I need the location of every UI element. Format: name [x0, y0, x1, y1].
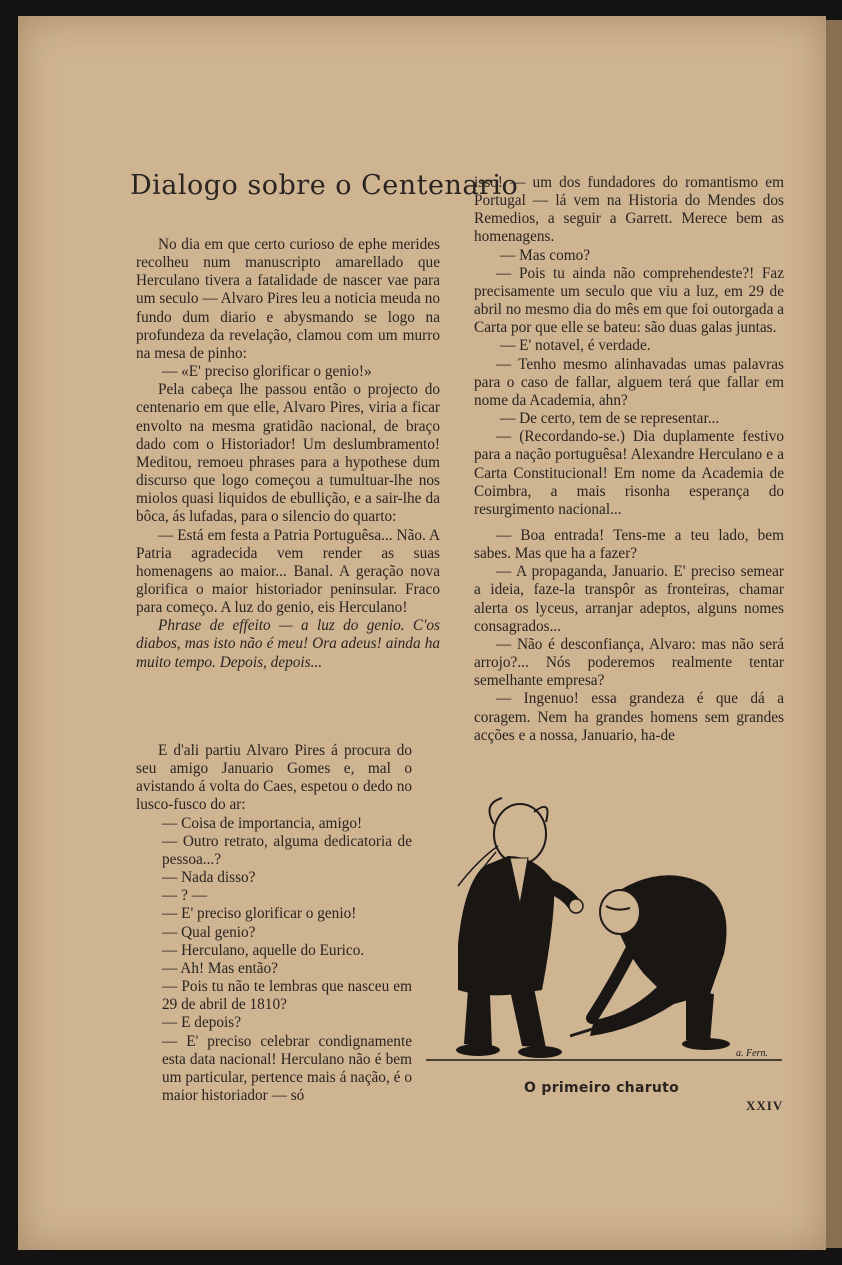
dialogue-line: — E' notavel, é verdade. [500, 337, 651, 355]
paragraph: — Boa entrada! Tens-me a teu lado, bem sabes. Mas que ha a fazer? [474, 526, 784, 563]
paragraph: isso! — um dos fundadores do romantismo em Portugal — lá vem na Historia do Mendes dos Remedios, a seguir a Garrett. Merece bem as homenagens. [474, 174, 784, 246]
dialogue-line: — E depois? [162, 1014, 242, 1032]
paragraph: — «E' preciso glorificar o genio!» [162, 363, 372, 381]
dialogue-line: — ? — [162, 887, 208, 905]
dialogue-line: — Herculano, aquelle do Eurico. [162, 941, 365, 959]
dialogue-line: — Pois tu não te lembras que nasceu em 29 de abril de 1810? [162, 978, 412, 1014]
bending-figure [570, 875, 730, 1050]
dialogue-line: — E' preciso glorificar o genio! [162, 905, 357, 923]
paragraph: No dia em que certo curioso de ephe merides recolheu num manuscripto amarellado que Herculano tivera a fatalidade de nascer vae para um seculo — Alvaro Pires leu a noticia meuda no fundo dum diario e abysmando se logo na profundeza da revelação, clamou com um murro na mesa de pinho: [136, 236, 440, 362]
paragraph: — (Recordando-se.) Dia duplamente festivo para a nação portuguêsa! Alexandre Herculano e a Carta Constitucional! Em nome da Academia de Coimbra, a mais risonha esperança do resurgimento nacional... [474, 428, 784, 518]
cartoon-illustration [424, 794, 784, 1066]
dialogue-line: — Ah! Mas então? [162, 959, 278, 977]
paragraph: — Ingenuo! essa grandeza é que dá a coragem. Nem ha grandes homens sem grandes acções e a nossa, Januario, ha-de [474, 690, 784, 744]
dialogue-line: — Mas como? [500, 246, 591, 264]
standing-figure [456, 798, 583, 1058]
page-title: Dialogo sobre o Centenario [130, 170, 519, 201]
paragraph: — Não é desconfiança, Alvaro: mas não será arrojo?... Nós poderemos realmente tentar semelhante empresa? [474, 635, 784, 690]
left-column-top [136, 236, 440, 672]
dialogue-line: — Outro retrato, alguma dedicatoria de pessoa...? [162, 832, 412, 868]
dialogue-line: — Coisa de importancia, amigo! [162, 814, 363, 832]
svg-text:a. Fern.: a. Fern. [736, 1048, 768, 1059]
right-column [474, 174, 784, 745]
paragraph: E d'ali partiu Alvaro Pires á procura do seu amigo Januario Gomes e, mal o avistando á volta do Caes, espetou o dedo no lusco-fusco do ar: [136, 742, 412, 814]
illustration-caption: O primeiro charuto [524, 1080, 680, 1096]
page-number: XXIV [746, 1098, 784, 1113]
paragraph: — Está em festa a Patria Portuguêsa... Não. A Patria agradecida vem render as suas homenagens ao maior... Banal. A geração nova glorifica o maior historiador peninsular. Fraco para começo. A luz do genio, eis Herculano! [136, 526, 440, 617]
page-edge [826, 20, 842, 1248]
paragraph: Phrase de effeito — a luz do genio. C'os diabos, mas isto não é meu! Ora adeus! ainda ha muito tempo. Depois, depois... [136, 617, 440, 671]
paragraph: — Pois tu ainda não comprehendeste?! Faz precisamente um seculo que viu a luz, em 29 de abril no mesmo dia do mês em que foi outorgada a Carta por que elle se bateu: são duas galas juntas. [474, 264, 784, 337]
left-column-bottom [136, 742, 440, 1105]
paragraph: — Tenho mesmo alinhavadas umas palavras para o caso de fallar, alguem terá que fallar em nome da Academia, ahn? [474, 355, 784, 409]
dialogue-line: — E' preciso celebrar condignamente esta data nacional! Herculano não é bem um particular, pertence mais á nação, é o maior historiador — só [162, 1032, 412, 1104]
paragraph: — A propaganda, Januario. E' preciso semear a ideia, faze-la transpôr as fronteiras, chamar alerta os lyceus, arranjar adeptos, alguns nomes consagrados... [474, 563, 784, 635]
paragraph: Pela cabeça lhe passou então o projecto do centenario em que elle, Alvaro Pires, viria a ficar envolto na mesma gratidão nacional, de braço dado com o Historiador! Um deslumbramento! Meditou, remoeu phrases para a hypothese dum discurso que logo começou a tumultuar-lhe nos miolos quasi liquidos de ebullição, e a sair-lhe da bôca, ás lufadas, para o silencio do quarto: [136, 381, 440, 526]
dialogue-line: — Nada disso? [162, 869, 256, 887]
dialogue-line: — De certo, tem de se representar... [500, 410, 720, 428]
dialogue-line: — Qual genio? [162, 923, 256, 941]
